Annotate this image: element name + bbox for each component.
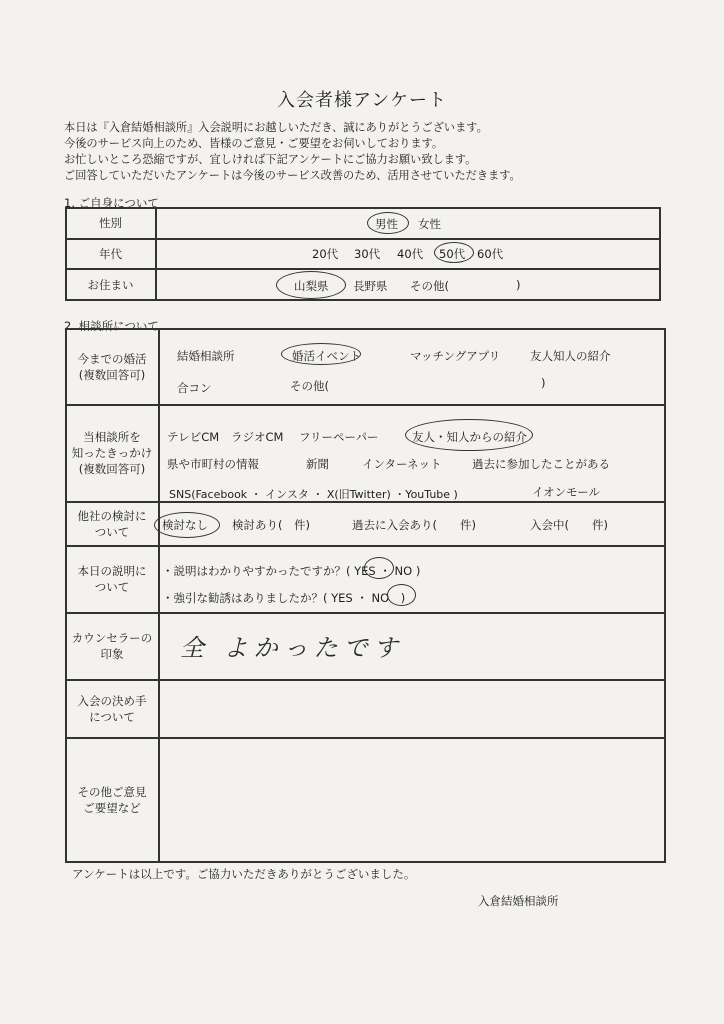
label-line: ついて [94, 524, 130, 539]
residence-option[interactable]: 長野県 [353, 279, 388, 293]
section2-heading: 2. 相談所について [64, 319, 159, 333]
trigger-option[interactable]: 友人・知人からの紹介 [412, 430, 527, 444]
label-line: ついて [94, 580, 130, 594]
intro-line: 今後のサービス向上のため、皆様のご意見・ご要望をお伺いしております。 [64, 137, 444, 150]
label-line: 印象 [100, 647, 124, 661]
trigger-option[interactable]: 県や市町村の情報 [167, 457, 259, 471]
others-option[interactable]: 検討あり( 件) [232, 518, 310, 532]
residence-label: お住まい [87, 277, 134, 292]
others-option[interactable]: 過去に入会あり( 件) [352, 518, 476, 532]
residence-option[interactable]: 山梨県 [294, 279, 329, 293]
trigger-label [66, 405, 158, 501]
decision-label [66, 680, 158, 737]
trigger-option[interactable]: 新聞 [306, 457, 329, 471]
trigger-option[interactable]: 過去に参加したことがある [472, 457, 610, 471]
others-option[interactable]: 検討なし [162, 518, 208, 532]
divider [158, 328, 160, 863]
label-line: ご要望など [83, 801, 141, 815]
age-option[interactable]: 20代 [312, 247, 339, 261]
section1-heading: 1. ご自身について [64, 196, 159, 210]
trigger-option-sns[interactable]: SNS(Facebook ・ インスタ ・ X(旧Twitter) ・YouTube ) [169, 488, 458, 501]
gender-label: 性別 [99, 216, 122, 230]
age-option[interactable]: 60代 [477, 247, 504, 261]
counselor-label [66, 613, 158, 679]
label-line: 入会の決め手 [77, 693, 147, 708]
page-title: 入会者様アンケート [277, 90, 447, 111]
trigger-option[interactable]: ラジオCM [231, 430, 284, 444]
label-line: 知ったきっかけ [71, 446, 153, 460]
footer-thanks: アンケートは以上です。ご協力いただきありがとうございました。 [72, 867, 416, 881]
label-line: カウンセラーの [71, 631, 153, 645]
selection-circle [367, 212, 409, 234]
label-line: (複数回答可) [78, 367, 146, 382]
history-option-other[interactable]: その他( [290, 379, 329, 393]
selection-circle [387, 584, 416, 606]
counselor-answer[interactable]: 全 よかったです [180, 634, 404, 662]
label-line: 本日の説明に [77, 564, 147, 578]
paren-close: ) [541, 376, 546, 390]
selection-circle [405, 419, 533, 451]
trigger-option[interactable]: フリーペーパー [299, 430, 379, 444]
explanation-question-2[interactable]: ・強引な勧誘はありましたか？( YES ・ NO ) [162, 591, 406, 605]
history-option[interactable]: マッチングアプリ [410, 349, 501, 363]
trigger-option[interactable]: インターネット [362, 457, 442, 471]
label-line: について [89, 709, 135, 724]
label-line: 他社の検討に [77, 508, 147, 523]
history-option[interactable]: 結婚相談所 [177, 349, 235, 363]
footer-company: 入倉結婚相談所 [478, 894, 559, 908]
intro-line: お忙しいところ恐縮ですが、宜しければ下記アンケートにご協力お願い致します。 [64, 153, 477, 166]
trigger-option[interactable]: イオンモール [532, 485, 600, 499]
label-line: (複数回答可) [78, 462, 146, 476]
explanation-question-1[interactable]: ・説明はわかりやすかったですか？( YES ・ NO ) [162, 564, 421, 578]
others-option[interactable]: 入会中( 件) [530, 518, 608, 532]
trigger-option[interactable]: テレビCM [167, 430, 220, 444]
history-option[interactable]: 友人知人の紹介 [530, 349, 611, 363]
others-label [66, 502, 158, 545]
selection-circle [276, 271, 346, 299]
selection-circle [364, 557, 394, 579]
age-label: 年代 [99, 246, 122, 261]
label-line: 今までの婚活 [77, 351, 147, 366]
gender-option-male[interactable]: 男性 [375, 217, 398, 231]
label-line: その他ご意見 [77, 785, 147, 799]
history-option[interactable]: 婚活イベント [292, 349, 361, 363]
residence-option-other[interactable]: その他( [410, 279, 449, 293]
comments-label [66, 738, 158, 862]
divider [155, 207, 157, 301]
intro-line: ご回答していただいたアンケートは今後のサービス改善のため、活用させていただきます。 [64, 169, 521, 182]
history-option[interactable]: 合コン [177, 381, 212, 395]
gender-option-female[interactable]: 女性 [418, 217, 441, 231]
age-option[interactable]: 30代 [354, 247, 381, 261]
age-option[interactable]: 50代 [439, 247, 466, 261]
history-label [66, 329, 158, 404]
selection-circle [154, 512, 220, 538]
intro-line: 本日は『入倉結婚相談所』入会説明にお越しいただき、誠にありがとうございます。 [64, 121, 488, 134]
label-line: 当相談所を [83, 430, 141, 444]
selection-circle [281, 343, 361, 365]
explanation-label [66, 546, 158, 612]
paren-close: ) [516, 278, 521, 292]
selection-circle [434, 242, 474, 263]
age-option[interactable]: 40代 [397, 247, 424, 261]
